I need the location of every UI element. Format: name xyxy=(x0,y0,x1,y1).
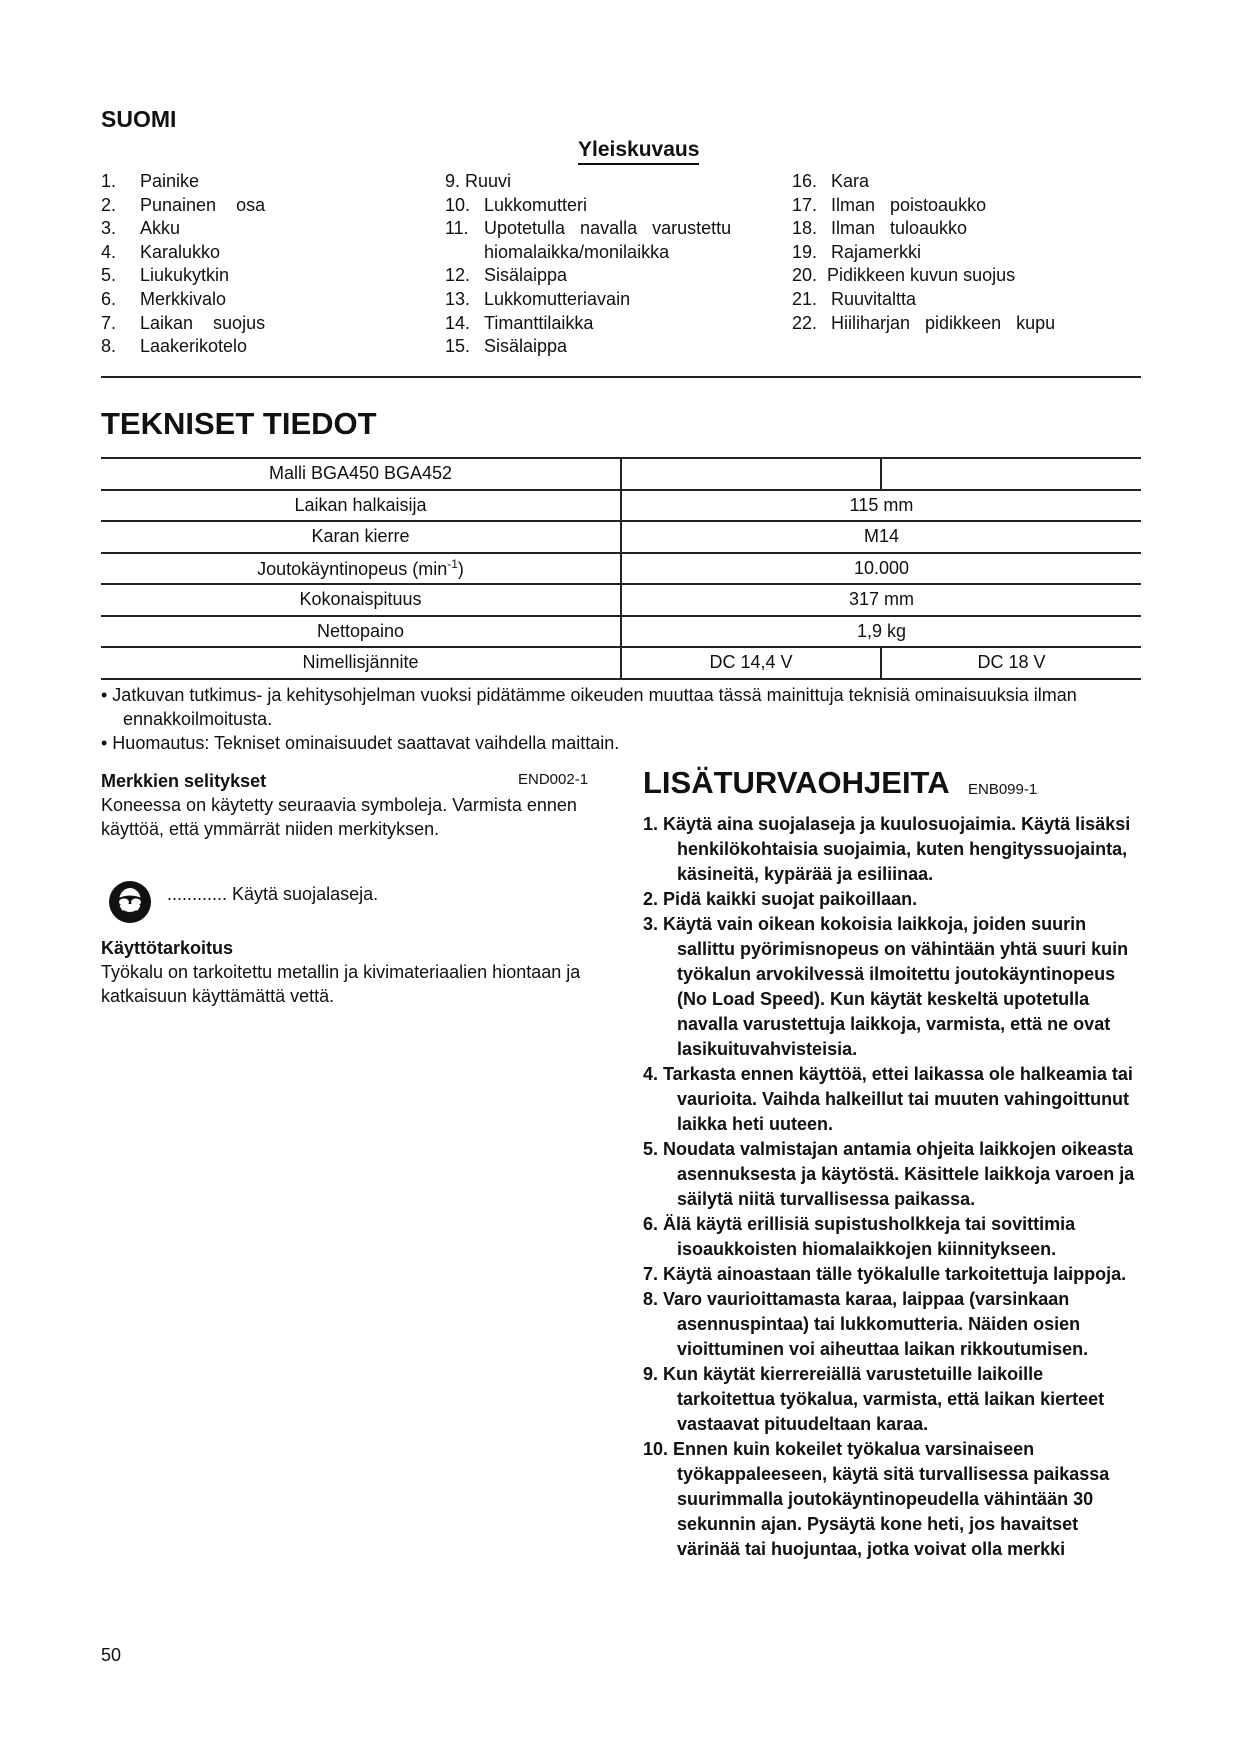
spec-value: 10.000 xyxy=(621,553,1141,585)
page-number: 50 xyxy=(101,1645,122,1665)
goggles-text: ............ Käytä suojalaseja. xyxy=(167,884,379,904)
list-item: 12. Sisälaippa xyxy=(445,265,568,286)
safety-code: ENB099-1 xyxy=(968,781,1038,798)
table-row xyxy=(101,458,1141,490)
list-item: 10. Ennen kuin kokeilet työkalua varsinaiseen työkappaleeseen, käytä sitä turvallisessa paikassa suurimmalla joutokäyntinopeudella vähintään 30 sekunnin ajan. Pysäytä kone heti, jos havaitset värinää tai huojuntaa, jotka voivat olla merkki xyxy=(643,1439,1110,1559)
spec-label: Joutokäyntinopeus $(\min^{-1})$ xyxy=(101,553,621,585)
spec-notes xyxy=(101,683,1141,755)
list-item: 4. Karalukko xyxy=(101,241,221,262)
overview-column-1 xyxy=(101,170,401,359)
overview-column-2 xyxy=(445,170,785,359)
list-item: 3. Käytä vain oikean kokoisia laikkoja, joiden suurin sallittu pyörimisnopeus on vähintään yhtä suuri kuin työkalun arvokilvessä ilmoitettu joutokäyntinopeus (No Load Speed). Kun käytät keskeltä upotetulla navalla varustettuja laikkoja, varmista, että ne ovat lasikuituvahvisteisia. xyxy=(643,914,1129,1059)
table-row xyxy=(101,553,1141,585)
list-item: hiomalaikka/monilaikka xyxy=(484,241,670,262)
list-item: 4. Tarkasta ennen käyttöä, ettei laikassa ole halkeamia tai vaurioita. Vaihda halkeillut tai muuten vahingoittunut laikka heti uuteen. xyxy=(643,1064,1133,1134)
spec-label: Kokonaispituus xyxy=(101,584,621,616)
language-heading: SUOMI xyxy=(101,106,177,132)
list-item: 8. Laakerikotelo xyxy=(101,336,248,357)
spec-label: Karan kierre xyxy=(101,521,621,553)
list-item: 1. Painike xyxy=(101,171,200,191)
spec-value: 115 mm xyxy=(621,490,1141,522)
table-row xyxy=(101,490,1141,522)
list-item: 5. Liukukytkin xyxy=(101,265,230,286)
list-item: 2. Punainen osa xyxy=(101,194,266,215)
section-divider xyxy=(101,376,1141,378)
list-item: 5. Noudata valmistajan antamia ohjeita laikkojen oikeasta asennuksesta ja käytöstä. Käsittele laikkoja varoen ja säilytä niitä turvallisessa paikassa. xyxy=(643,1139,1135,1209)
safety-heading: LISÄTURVAOHJEITA xyxy=(643,765,950,800)
list-item: 13. Lukkomutteriavain xyxy=(445,288,631,309)
specs-heading: TEKNISET TIEDOT xyxy=(101,406,377,441)
specs-table xyxy=(101,457,1141,680)
spec-value: 317 mm xyxy=(621,584,1141,616)
list-item: 18. Ilman tuloaukko xyxy=(792,218,968,239)
spec-value: DC 14,4 V xyxy=(621,647,881,679)
spec-label: Nimellisjännite xyxy=(101,647,621,679)
table-row xyxy=(101,647,1141,679)
spec-label: Nettopaino xyxy=(101,616,621,648)
table-cell xyxy=(881,458,1141,490)
list-item: 8. Varo vaurioittamasta karaa, laippaa (varsinkaan asennuspintaa) tai lukkomutteria. Näiden osien vioittuminen voi aiheuttaa laikan rikkoutumisen. xyxy=(643,1289,1089,1359)
list-item: 9. Ruuvi xyxy=(445,171,512,191)
intended-use-text: Työkalu on tarkoitettu metallin ja kivimateriaalien hiontaan ja katkaisuun käyttämättä vettä. xyxy=(101,962,581,1006)
list-item: 11. Upotetulla navalla varustettu xyxy=(445,218,732,239)
list-item: 6. Merkkivalo xyxy=(101,288,227,309)
list-item: 10. Lukkomutteri xyxy=(445,194,588,215)
intended-use-heading: Käyttötarkoitus xyxy=(101,938,234,958)
list-item: 7. Käytä ainoastaan tälle työkalulle tarkoitettuja laippoja. xyxy=(643,1264,1127,1284)
list-item: 1. Käytä aina suojalaseja ja kuulosuojaimia. Käytä lisäksi henkilökohtaisia suojaimia, kuten hengityssuojainta, käsineitä, kypärää ja esiliinaa. xyxy=(643,814,1131,884)
safety-goggles-icon xyxy=(108,880,152,924)
list-item: 16. Kara xyxy=(792,171,870,191)
note: • Jatkuvan tutkimus- ja kehitysohjelman vuoksi pidätämme oikeuden muuttaa tässä mainittuja teknisiä ominaisuuksia ilman ennakkoilmoitusta. xyxy=(101,685,1077,729)
list-item: 9. Kun käytät kierrereiällä varustetuille laikoille tarkoitettua työkalua, varmista, että laikan kierteet vastaavat pituudeltaan karaa. xyxy=(643,1364,1105,1434)
table-row xyxy=(101,616,1141,648)
symbols-text: Koneessa on käytetty seuraavia symboleja. Varmista ennen käyttöä, että ymmärrät niiden merkityksen. xyxy=(101,795,577,839)
list-item: 14. Timanttilaikka xyxy=(445,312,594,333)
table-row xyxy=(101,521,1141,553)
safety-rules xyxy=(643,812,1143,1562)
note: • Huomautus: Tekniset ominaisuudet saattavat vaihdella maittain. xyxy=(101,733,620,753)
list-item: 6. Älä käytä erillisiä supistusholkkeja tai sovittimia isoaukkoisten hiomalaikkojen kiinnitykseen. xyxy=(643,1214,1076,1259)
list-item: 3. Akku xyxy=(101,218,181,239)
list-item: 17. Ilman poistoaukko xyxy=(792,194,987,215)
symbols-code: END002-1 xyxy=(518,771,589,788)
spec-label: Laikan halkaisija xyxy=(101,490,621,522)
list-item: 2. Pidä kaikki suojat paikoillaan. xyxy=(643,889,918,909)
spec-value: M14 xyxy=(621,521,1141,553)
overview-column-3 xyxy=(792,170,1142,335)
list-item: 21. Ruuvitaltta xyxy=(792,288,917,309)
spec-value: 1,9 kg xyxy=(621,616,1141,648)
symbols-heading: Merkkien selitykset xyxy=(101,771,267,791)
spec-value: DC 18 V xyxy=(881,647,1141,679)
overview-title: Yleiskuvaus xyxy=(578,138,699,165)
table-cell xyxy=(621,458,881,490)
model-label: Malli BGA450 BGA452 xyxy=(101,458,621,490)
list-item: 22. Hiiliharjan pidikkeen kupu xyxy=(792,312,1056,333)
list-item: 7. Laikan suojus xyxy=(101,312,266,333)
list-item: 20. Pidikkeen kuvun suojus xyxy=(792,265,1016,286)
table-row xyxy=(101,584,1141,616)
list-item: 19. Rajamerkki xyxy=(792,241,922,262)
list-item: 15. Sisälaippa xyxy=(445,336,568,357)
